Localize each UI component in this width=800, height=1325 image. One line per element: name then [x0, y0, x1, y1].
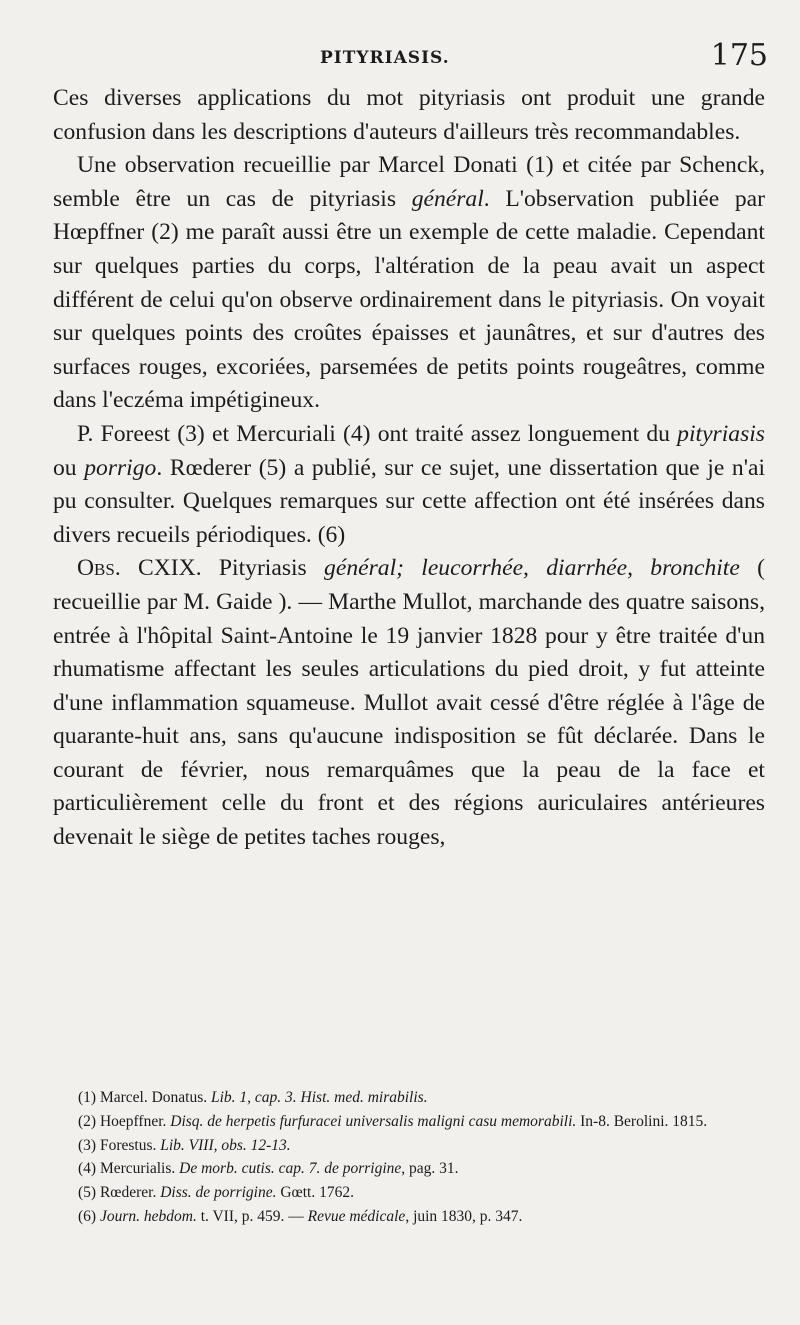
paragraph-3-italic-pityriasis: pityriasis — [677, 420, 765, 447]
paragraph-3-text-ou: ou — [53, 454, 85, 481]
footnote-5-author: (5) Rœderer. — [78, 1184, 161, 1202]
page-header — [0, 38, 800, 78]
paragraph-2 — [53, 149, 765, 418]
footnote-6-ref: t. VII, p. 459. — — [196, 1207, 308, 1225]
paragraph-2-text-a: Une observation recueillie par Marcel Donati (1) et citée par Schenck, semble être un cas de pityriasis — [53, 152, 765, 212]
observation-paragraph — [53, 552, 765, 854]
observation-text-a: Pityriasis — [201, 555, 325, 582]
paragraph-3-text-b: . Rœderer (5) a publié, sur ce sujet, une dissertation que je n'ai pu consulter. Quelques remarques sur cette affection ont été insérées dans divers recueils périodiques. (6) — [53, 454, 765, 548]
running-title: PITYRIASIS. — [320, 48, 450, 68]
footnote-2-edition: In-8. Berolini. 1815. — [576, 1112, 708, 1130]
paragraph-2-text-b: . L'observation publiée par Hœpffner (2) me paraît aussi être un exemple de cette maladie. Cependant sur quelques parties du corps, l'altération de la peau avait un aspect différent de celui qu'on observe ordinairement dans le pityriasis. On voyait sur quelques points des croûtes épaisses et jaunâtres, et sur d'autres des surfaces rouges, excoriées, parsemées de petits points rougeâtres, comme dans l'eczéma impétigineux. — [53, 185, 765, 414]
footnote-3-work: Lib. VIII, obs. 12-13. — [160, 1136, 291, 1154]
paragraph-3-italic-porrigo: porrigo — [84, 454, 157, 481]
footnote-2-author: (2) Hoepffner. — [78, 1112, 171, 1130]
observation-text-b: ( recueillie par M. Gaide ). — Marthe Mullot, marchande des quatre saisons, entrée à l'hôpital Saint-Antoine le 19 janvier 1828 pour y être traitée d'un rhumatisme affectant les seules articulations du pied droit, y fut atteinte d'une inflammation squameuse. Mullot avait cessé d'être réglée à l'âge de quarante-huit ans, sans qu'aucune indisposition se fût déclarée. Dans le courant de février, nous remarquâmes que la peau de la face et particulièrement celle du front et des régions auriculaires antérieures devenait le siège de petites taches rouges, — [53, 555, 765, 851]
footnote-6-date: , juin 1830, p. 347. — [405, 1207, 523, 1225]
observation-italic: général; leucorrhée, diarrhée, bronchite — [324, 555, 740, 582]
observation-label: Obs. CXIX. — [77, 555, 202, 582]
footnote-1 — [78, 1086, 768, 1110]
footnote-6-number: (6) — [78, 1207, 100, 1225]
footnote-4-work: De morb. cutis. cap. 7. de porrigine, — [179, 1160, 406, 1178]
paragraph-1 — [53, 82, 765, 149]
paragraph-2-italic: général — [411, 185, 484, 212]
paragraph-3 — [53, 418, 765, 552]
footnote-5 — [78, 1181, 768, 1205]
footnote-5-work: Diss. de porrigine. — [160, 1184, 277, 1202]
footnote-4-page: pag. 31. — [405, 1160, 459, 1178]
footnote-4-author: (4) Mercurialis. — [78, 1160, 180, 1178]
footnote-4 — [78, 1157, 768, 1181]
footnote-1-work: Lib. 1, cap. 3. Hist. med. mirabilis. — [211, 1089, 428, 1106]
page-number: 175 — [710, 38, 768, 73]
footnote-5-edition: Gœtt. 1762. — [276, 1184, 354, 1202]
footnote-6-review: Revue médicale — [307, 1207, 406, 1225]
footnote-2 — [78, 1110, 768, 1134]
paragraph-1-text: Ces diverses applications du mot pityriasis ont produit une grande confusion dans les descriptions d'auteurs d'ailleurs très recommandables. — [53, 85, 765, 145]
footnote-3 — [78, 1134, 768, 1158]
footnote-2-work: Disq. de herpetis furfuracei universalis maligni casu memorabili. — [170, 1112, 577, 1130]
footnote-1-author: (1) Marcel. Donatus. — [78, 1089, 211, 1106]
body-text — [53, 82, 765, 855]
footnote-6-journal: Journ. hebdom. — [99, 1207, 197, 1225]
paragraph-3-text-a: P. Foreest (3) et Mercuriali (4) ont traité assez longuement du — [77, 420, 678, 447]
footnote-6 — [78, 1205, 768, 1229]
footnotes — [78, 1086, 768, 1229]
footnote-3-author: (3) Forestus. — [78, 1136, 161, 1154]
